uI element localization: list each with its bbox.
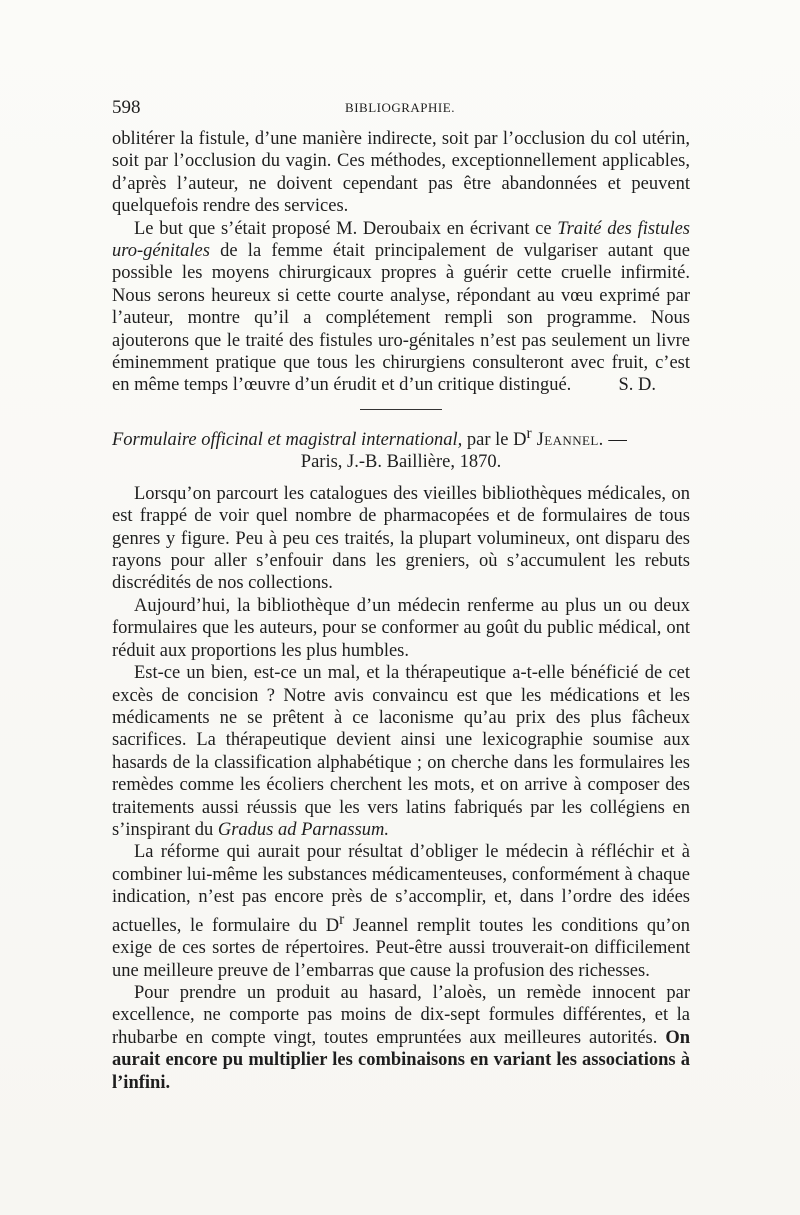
reviewer-signature: S. D. [618, 375, 656, 396]
review2-paragraph-4-sup: r [339, 910, 345, 928]
review2-paragraph-5-text-a: Pour prendre un produit au hasard, l’aloès, un remède innocent par excellence, ne comporte pas moins de dix-sept formules différentes, et la rhubarbe en compte vingt, toutes empruntées aux meilleures autorités. [112, 982, 690, 1048]
treatise-title: Traité des fistules uro-génitales [112, 218, 690, 262]
book-by-sup: r [526, 424, 532, 442]
running-head: BIBLIOGRAPHIE. [345, 100, 455, 115]
review1-paragraph-2 [112, 218, 690, 397]
review1-paragraph-2-text-b: de la femme était principalement de vulgariser autant que possible les moyens chirurgicaux propres à guérir cette cruelle infirmité. Nous serons heureux si cette courte analyse, répondant au vœu exprimé par l’auteur, montre qu’il a complétement rempli son programme. Nous ajouterons que le traité des fistules uro-génitales n’est pas seulement un livre éminemment pratique que tous les chirurgiens consulteront avec fruit, c’est en même temps l’œuvre d’un érudit et d’un critique distingué. [112, 241, 690, 396]
review2-paragraph-4-text-a: La réforme qui aurait pour résultat d’obliger le médecin à réfléchir et à combiner lui-même les substances médicamenteuses, conformément à chaque indication, n’est pas encore près de s’accomplir, et, dans l’ordre des idées actuelles, le formulaire du D [112, 842, 690, 936]
book-title: Formulaire officinal et magistral international, [112, 430, 463, 451]
review2-paragraph-4 [112, 841, 690, 982]
review1-paragraph-1: oblitérer la fistule, d’une manière indirecte, soit par l’occlusion du col utérin, soit par l’occlusion du vagin. Ces méthodes, exceptionnellement applicables, d’après l’auteur, ne doivent cependant pas être abandonnées et peuvent quelquefois rendre des services. [112, 129, 690, 217]
review2-paragraph-2: Aujourd’hui, la bibliothèque d’un médecin renferme au plus un ou deux formulaires que les auteurs, pour se conformer au goût du public médical, ont réduit aux proportions les plus humbles. [112, 595, 690, 661]
page-header [112, 97, 688, 121]
book-publisher: Paris, J.-B. Baillière, 1870. [300, 452, 502, 473]
review2-paragraph-5-text-b: On aurait encore pu multiplier les combinaisons en variant les associations à l’infini. [112, 1027, 690, 1093]
book-by: par le D [462, 430, 527, 451]
review2-paragraph-1: Lorsqu’on parcourt les catalogues des vieilles bibliothèques médicales, on est frappé de voir quel nombre de pharmacopées et de formulaires de tous genres y figure. Peu à peu ces traités, la plupart volumineux, ont disparu des rayons pour aller s’enfouir dans les greniers, où s’accumulent les rebuts discrédités de nos collections. [112, 483, 690, 594]
gradus-title: Gradus ad Parnassum. [217, 819, 390, 840]
page-number: 598 [112, 97, 141, 118]
review1-paragraph-2-text-a: Le but que s’était proposé M. Deroubaix en écrivant ce [134, 218, 558, 239]
review2-paragraph-4-text-b: Jeannel remplit toutes les conditions qu’on exige de ces sortes de répertoires. Peut-être aussi trouverait-on difficilement une meilleure preuve de l’embarras que cause la profusion des richesses. [112, 915, 691, 981]
review2-heading [112, 423, 690, 452]
body-text [112, 128, 690, 1094]
book-author: Jeannel. [531, 430, 604, 451]
section-divider [360, 409, 442, 410]
review2-paragraph-3-text: Est-ce un bien, est-ce un mal, et la thérapeutique a-t-elle bénéficié de cet excès de concision ? Notre avis convaincu est que les médications et les médicaments ne se prêtent à ce laconisme qu’au prix des plus fâcheux sacrifices. La thérapeutique devient ainsi une lexicographie soumise aux hasards de la classification alphabétique ; on cherche dans les formulaires les remèdes comme les écoliers cherchent les mots, et on arrive à composer des traitements aussi réussis que les vers latins fabriqués par les collégiens en s’inspirant du [112, 663, 690, 840]
review2-paragraph-3 [112, 662, 690, 841]
heading-dash: — [603, 430, 627, 451]
review2-paragraph-5 [112, 982, 690, 1094]
